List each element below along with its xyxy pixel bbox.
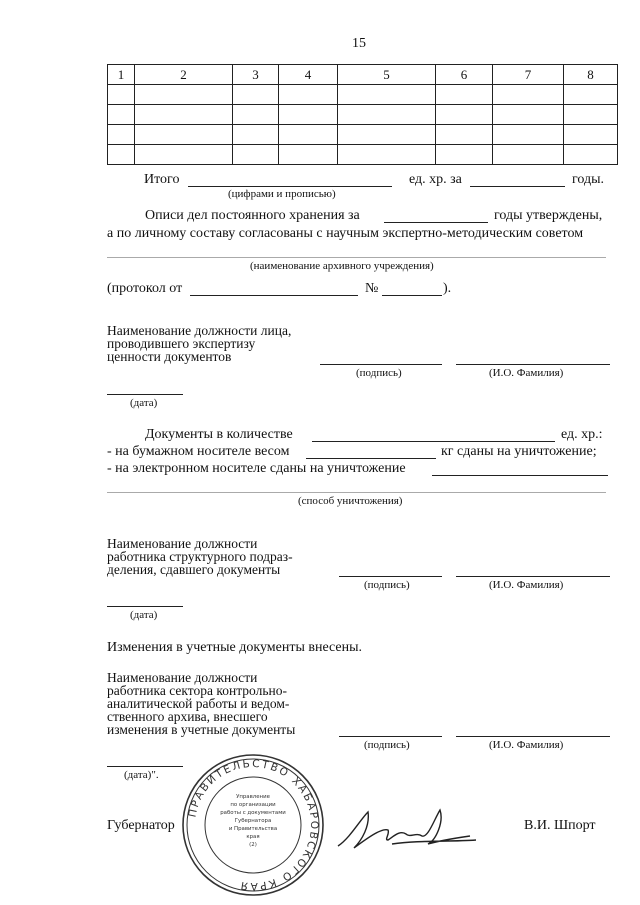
protocol-end: ). bbox=[443, 281, 452, 296]
official-stamp bbox=[178, 750, 328, 900]
expert-date-caption: (дата) bbox=[130, 397, 158, 409]
stamp-inner-line: Управление bbox=[236, 794, 270, 800]
archive-position: Наименование должности работника сектора контрольно- аналитической работы и ведом- ственного архива, внесшего изменения в учетные документы bbox=[107, 670, 296, 737]
expert-position: Наименование должности лица, проводившего экспертизу ценности документов bbox=[107, 323, 292, 364]
itogo-year-blank bbox=[470, 186, 565, 187]
worker-signature-line bbox=[339, 576, 442, 577]
docs-line2-end: кг сданы на уничтожение; bbox=[441, 444, 597, 459]
expert-date-line bbox=[107, 394, 183, 395]
stamp-inner-line: Губернатора bbox=[234, 818, 272, 824]
stamp-inner-line: (2) bbox=[249, 842, 257, 848]
table-header-row bbox=[108, 65, 618, 85]
docs-line1-start: Документы в количестве bbox=[145, 427, 293, 442]
table-row bbox=[108, 125, 618, 145]
archive-name-caption: (И.О. Фамилия) bbox=[489, 739, 564, 751]
worker-position: Наименование должности работника структурного подраз- деления, сдавшего документы bbox=[107, 536, 293, 577]
archive-name-line bbox=[456, 736, 610, 737]
table-row bbox=[108, 145, 618, 165]
archive-institution-caption: (наименование архивного учреждения) bbox=[250, 260, 434, 272]
table-header-cell: 8 bbox=[564, 65, 618, 85]
docs-line1-end: ед. хр.: bbox=[561, 427, 603, 442]
table-header-cell: 4 bbox=[279, 65, 338, 85]
stamp-inner-line: работы с документами bbox=[220, 810, 286, 816]
itogo-blank bbox=[188, 186, 392, 187]
table-header-cell: 6 bbox=[436, 65, 493, 85]
table-header-cell: 5 bbox=[338, 65, 436, 85]
itogo-label: Итого bbox=[144, 172, 180, 187]
docs-weight-blank bbox=[306, 458, 436, 459]
stamp-inner-line: края bbox=[246, 834, 260, 840]
archive-date-caption: (дата)". bbox=[124, 769, 159, 781]
docs-line2-start: - на бумажном носителе весом bbox=[107, 444, 290, 459]
archive-sign-caption: (подпись) bbox=[364, 739, 410, 751]
docs-electronic-blank bbox=[432, 475, 608, 476]
table-header-cell: 2 bbox=[135, 65, 233, 85]
expert-sign-caption: (подпись) bbox=[356, 367, 402, 379]
worker-name-line bbox=[456, 576, 610, 577]
handwritten-signature bbox=[330, 800, 480, 860]
opisi-year-blank bbox=[384, 222, 488, 223]
protocol-date-blank bbox=[190, 295, 358, 296]
itogo-middle: ед. хр. за bbox=[409, 172, 462, 187]
protocol-number-blank bbox=[382, 295, 442, 296]
archive-date-line bbox=[107, 766, 183, 767]
page-number: 15 bbox=[352, 36, 366, 51]
stamp-inner-line: и Правительства bbox=[228, 826, 278, 832]
stamp-inner-line: по организации bbox=[230, 802, 276, 808]
itogo-end: годы. bbox=[572, 172, 605, 187]
itogo-caption: (цифрами и прописью) bbox=[228, 188, 336, 200]
archive-institution-line bbox=[107, 257, 606, 258]
changes-text: Изменения в учетные документы внесены. bbox=[107, 640, 363, 655]
stamp-ring-text: ПРАВИТЕЛЬСТВО ХАБАРОВСКОГО КРАЯ bbox=[186, 757, 321, 893]
docs-count-blank bbox=[312, 441, 555, 442]
destruction-method-line bbox=[107, 492, 606, 493]
worker-name-caption: (И.О. Фамилия) bbox=[489, 579, 564, 591]
expert-name-line bbox=[456, 364, 610, 365]
protocol-no: № bbox=[365, 281, 379, 296]
opisi-line1-start: Описи дел постоянного хранения за bbox=[145, 208, 360, 223]
signatory-name: В.И. Шпорт bbox=[524, 818, 596, 833]
archive-signature-line bbox=[339, 736, 442, 737]
worker-date-line bbox=[107, 606, 183, 607]
expert-name-caption: (И.О. Фамилия) bbox=[489, 367, 564, 379]
worker-sign-caption: (подпись) bbox=[364, 579, 410, 591]
opisi-line2: а по личному составу согласованы с научным экспертно-методическим советом bbox=[107, 226, 584, 241]
table-header-cell: 3 bbox=[233, 65, 279, 85]
expert-signature-line bbox=[320, 364, 442, 365]
table-row bbox=[108, 85, 618, 105]
table-header-cell: 7 bbox=[493, 65, 564, 85]
destruction-method-caption: (способ уничтожения) bbox=[298, 495, 403, 507]
inventory-table bbox=[107, 64, 618, 165]
protocol-start: (протокол от bbox=[107, 281, 183, 296]
table-header-cell: 1 bbox=[108, 65, 135, 85]
opisi-line1-end: годы утверждены, bbox=[494, 208, 603, 223]
signatory-title: Губернатор bbox=[107, 818, 175, 833]
docs-line3: - на электронном носителе сданы на уничтожение bbox=[107, 461, 406, 476]
table-row bbox=[108, 105, 618, 125]
worker-date-caption: (дата) bbox=[130, 609, 158, 621]
